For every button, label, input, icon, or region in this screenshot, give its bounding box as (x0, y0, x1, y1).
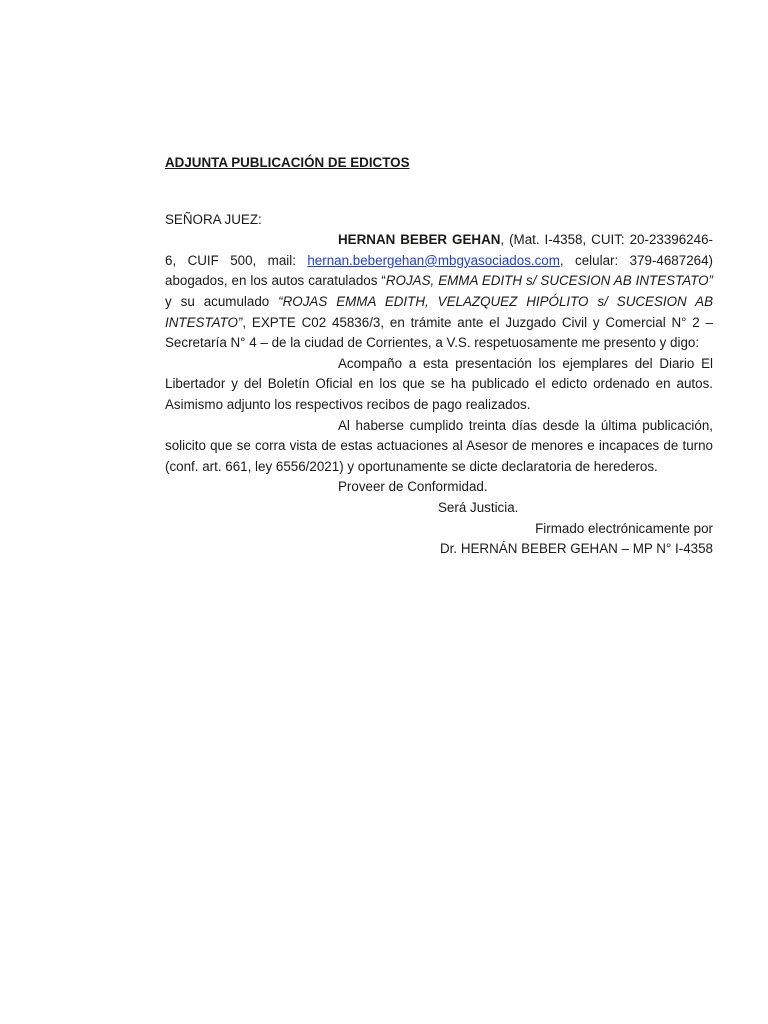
intro-text-c: y su acumulado (165, 293, 279, 309)
case-title-2: “ROJAS EMMA EDITH, VELAZQUEZ HIPÓLITO s/ SUCESION AB INTESTATO” (165, 293, 714, 330)
intro-text-d: , EXPTE C02 45836/3, en trámite ante el Juzgado Civil y Comercial N° 2 – Secretaría N° 4 – de la ciudad de Corrientes, a V.S. respetuosamente me presento y digo: (165, 314, 713, 351)
paragraph-request: Al haberse cumplido treinta días desde la última publicación, solicito que se corra vista de estas actuaciones al Asesor de menores e incapaces de turno (conf. art. 661, ley 6556/2021) y oportunamente se dicte declaratoria de herederos. (165, 417, 713, 474)
intro-text-a: , (Mat. I-4358, CUIT: 20-23396246-6, CUIF 500, mail: (165, 232, 713, 268)
signature-line-2: Dr. HERNÁN BEBER GEHAN – MP N° I-4358 (440, 541, 713, 557)
document-title: ADJUNTA PUBLICACIÓN DE EDICTOS (165, 155, 410, 170)
paragraph-attachments: Acompaño a esta presentación los ejemplares del Diario El Libertador y del Boletín Oficial en los que se ha publicado el edicto ordenado en autos. Asimismo adjunto los respectivos recibos de pago realizados. (165, 355, 713, 412)
closing-justicia: Será Justicia. (438, 499, 519, 515)
intro-paragraph (165, 230, 713, 354)
closing-proveer: Proveer de Conformidad. (338, 479, 488, 495)
salutation: SEÑORA JUEZ: (165, 211, 262, 227)
signature-line-1: Firmado electrónicamente por (535, 520, 713, 536)
document-body (165, 153, 713, 560)
intro-text-b: , celular: 379-4687264) abogados, en los autos caratulados “ (165, 252, 714, 289)
case-title-1: ROJAS, EMMA EDITH s/ SUCESION AB INTESTATO” (385, 273, 714, 289)
email-link[interactable]: hernan.bebergehan@mbgyasociados.com (307, 252, 560, 268)
lawyer-name: HERNAN BEBER GEHAN (338, 232, 501, 248)
